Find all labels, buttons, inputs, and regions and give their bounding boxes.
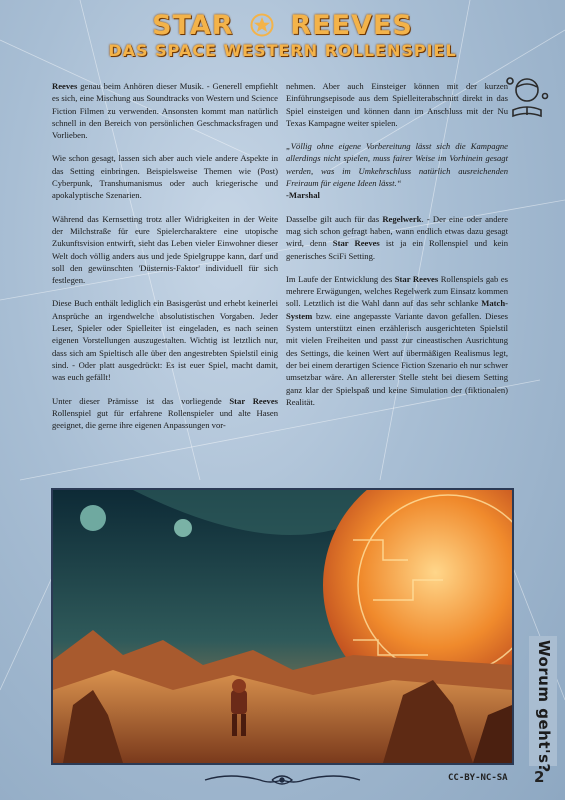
bold-term: Regelwerk	[382, 213, 422, 224]
page-number: 2	[534, 768, 545, 786]
bold-term: Reeves	[52, 81, 78, 91]
page-subtitle: DAS SPACE WESTERN ROLLENSPIEL	[108, 41, 457, 60]
paragraph	[286, 273, 508, 408]
paragraph-text: Dasselbe gilt auch für das	[286, 213, 383, 224]
desert-planet-scene	[53, 490, 512, 763]
paragraph-text: Rollenspiels gab es mehrere Erwägungen, welches Regelwerk zum Einsatz kommen soll. Letztlich ist die Wahl dann auf das sehr schlanke	[286, 273, 508, 309]
paragraph-text: Im Laufe der Entwicklung des	[286, 273, 395, 284]
paragraph-text: ist ja ein Rollenspiel und kein generisches SciFi Setting.	[286, 238, 508, 261]
license-label: CC-BY-NC-SA	[448, 773, 508, 783]
paragraph: Während das Kernsetting trotz aller Widrigkeiten in der Weite der Milchstraße für eure Spielercharaktere eine utopische Zukunftsvision entwirft, sieht das Leben vieler Einwohner dieser Welt doch völlig anders aus und jede Spielgruppe kann, darf und soll den gewünschten 'Düsternis-Faktor' individuell für sich festlegen.	[52, 213, 278, 286]
quote-author: -Marshal	[286, 190, 320, 201]
paragraph-text: Rollenspiel gut für erfahrene Rollenspieler und alte Hasen geeignet, die gerne ihre eigenen Anpassungen vor-	[52, 407, 278, 431]
paragraph	[52, 80, 278, 141]
title-part2: REEVES	[290, 10, 413, 41]
page-header	[0, 10, 565, 60]
section-side-label: Worum geht's?	[535, 640, 553, 773]
quote-block	[286, 140, 508, 201]
left-text-column	[52, 80, 278, 442]
paragraph	[52, 395, 278, 432]
paragraph: Diese Buch enthält lediglich ein Basisgerüst und erhebt keinerlei Ansprüche an irgendwelche absolutistischen Vorgaben. Jeder Leser, Spieler oder Spielleiter ist eingeladen, es nach seinen eigenen Vorstellungen auszugestalten. Wichtig ist letztlich nur, dass sich am Spieltisch alle über den angestrebten Spielstil einig sind. - Oder platt ausgedrückt: Es ist euer Spiel, macht damit, was euch gefällt!	[52, 298, 278, 383]
paragraph-text: genau beim Anhören dieser Musik. - Generell empfiehlt es sich, eine Mischung aus Soundtracks von Western und Science Fiction Filmen zu verwenden. Ansonsten kommt man natürlich schnell in den Bereich von persönlichen Geschmacksfragen und Vorlieben.	[52, 81, 278, 141]
bold-term: Match-System	[286, 298, 508, 321]
paragraph-text: bzw. eine angepasste Variante davon gefallen. Dieses System unterstützt einen erzählerisch ausgerichteten Spielstil mit vielen Freiheiten und passt zur cineastischen Ausrichtung des Settings, die keinen Wert auf übermäßigen Realismus legt, der bei einem derartigen Science Fiction Szenario eh nur schwer umsetzbar wäre. An allererster Stelle steht bei diesem Setting ganz klar der Spielspaß und keine Simulation der (fiktionalen) Realität.	[286, 310, 508, 407]
astronaut-reading-icon	[503, 72, 551, 120]
space-western-illustration	[51, 488, 514, 765]
title-part1: STAR	[152, 10, 234, 41]
bold-term: Star Reeves	[332, 238, 380, 249]
paragraph	[286, 213, 508, 262]
paragraph: nehmen. Aber auch Einsteiger können mit der kurzen Einführungsepisode aus dem Spielleiterabschnitt direkt in das Spiel einsteigen und können dann im Anschluss mit der Nu Texas Kampagne weiter spielen.	[286, 81, 508, 128]
star-emblem-icon	[250, 13, 274, 37]
quote-text: „Völlig ohne eigene Vorbereitung lässt sich die Kampagne allerdings nicht spielen, muss fairer Weise im Vorhinein gesagt werden, was im Umkehrschluss natürlich ausreichenden Freiraum für eigene Ideen lässt.“	[286, 141, 508, 189]
bold-term: Star Reeves	[229, 395, 278, 406]
page-title	[0, 10, 565, 41]
paragraph-text: Unter dieser Prämisse ist das vorliegende	[52, 395, 230, 406]
right-text-column	[286, 80, 508, 419]
footer-ornament	[200, 770, 365, 790]
paragraph-text: . - Der eine oder andere mag sich schon gefragt haben, wann endlich etwas dazu gesagt wird, denn	[286, 213, 508, 249]
paragraph: Wie schon gesagt, lassen sich aber auch viele andere Aspekte in das Setting einbringen. Beispielsweise Themen wie (Post) Cyberpunk, Transhumanismus oder auch kriegerische und apokalyptische Szenarien.	[52, 153, 278, 201]
bold-term: Star Reeves	[394, 273, 439, 284]
